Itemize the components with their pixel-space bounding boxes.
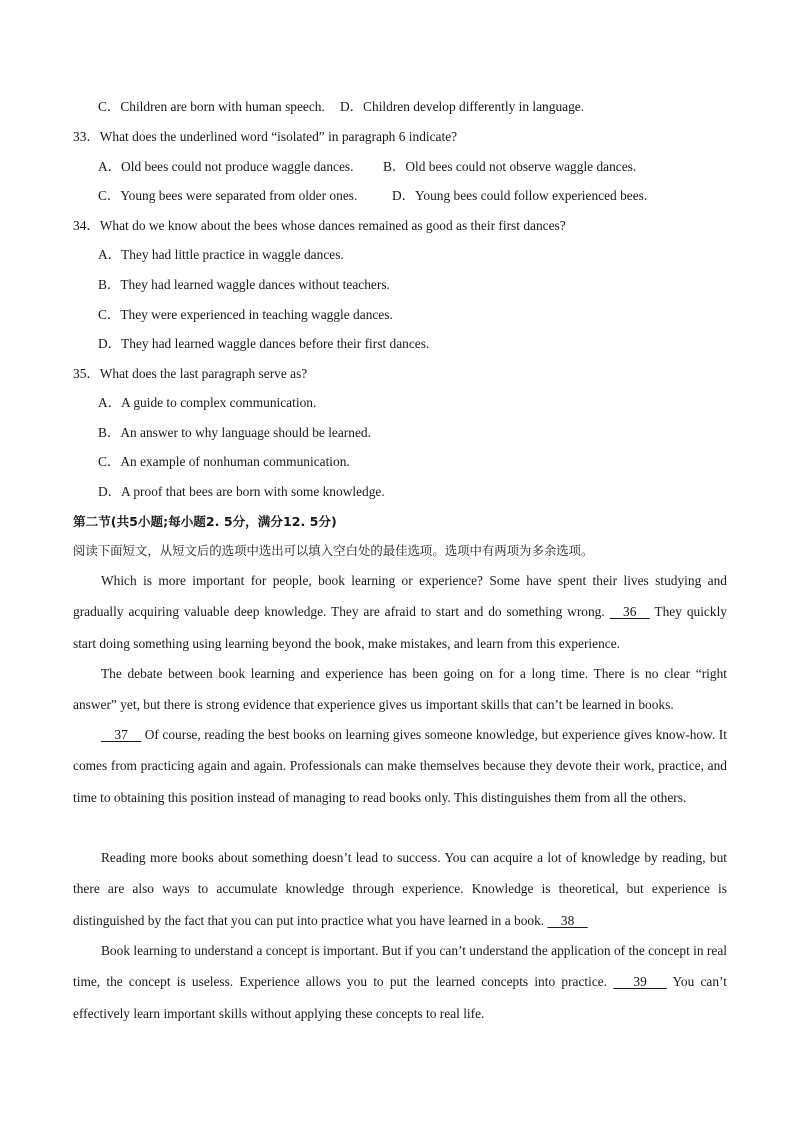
paragraph-1-text-b: They quickly start doing something using learning beyond the book, make mistakes, and learn from this experience.	[73, 604, 727, 651]
q35-stem: 35．What does the last paragraph serve as?	[73, 366, 308, 381]
q34-option-b: B．They had learned waggle dances without teachers.	[98, 277, 390, 292]
paragraph-1-text-a: Which is more important for people, book learning or experience? Some have spent their lives studying and gradually acquiring valuable deep knowledge. They are afraid to start and do something wrong.	[73, 573, 727, 620]
q34-option-a: A．They had little practice in waggle dances.	[98, 247, 344, 262]
paragraph-5-text-a: Book learning to understand a concept is important. But if you can’t understand the application of the concept in real time, the concept is useless. Experience allows you to put the learned concepts into practice.	[73, 943, 727, 990]
blank-39[interactable]: 39	[613, 974, 667, 990]
q34-option-d: D．They had learned waggle dances before their first dances.	[98, 336, 430, 351]
section-heading: 第二节(共5小题;每小题2. 5分，满分12. 5分)	[73, 514, 337, 529]
q33-option-a: A．Old bees could not produce waggle dances.	[98, 159, 354, 174]
q33-stem: 33．What does the underlined word “isolated” in paragraph 6 indicate?	[73, 129, 458, 144]
passage-paragraph-1	[73, 565, 727, 659]
q35-option-b: B．An answer to why language should be learned.	[98, 425, 371, 440]
passage-paragraph-3	[73, 719, 727, 813]
q33-option-b: B．Old bees could not observe waggle dances.	[383, 159, 637, 174]
paragraph-4-text: Reading more books about something doesn’t lead to success. You can acquire a lot of knowledge by reading, but there are also ways to accumulate knowledge through experience. Knowledge is theoretical, but experience is distinguished by the fact that you can put into practice what you have learned in a book.	[73, 850, 727, 928]
blank-36[interactable]: 36	[609, 604, 650, 620]
q34-option-c: C．They were experienced in teaching waggle dances.	[98, 307, 393, 322]
passage-paragraph-5	[73, 935, 727, 1029]
q35-option-d: D．A proof that bees are born with some knowledge.	[98, 484, 385, 499]
section-instruction: 阅读下面短文，从短文后的选项中选出可以填入空白处的最佳选项。选项中有两项为多余选项。	[73, 543, 594, 558]
paragraph-5-text-b: You can’t effectively learn important skills without applying these concepts to real life.	[73, 974, 727, 1021]
blank-38[interactable]: 38	[547, 912, 588, 928]
blank-37[interactable]: 37	[101, 727, 142, 742]
q34-stem: 34．What do we know about the bees whose dances remained as good as their first dances?	[73, 218, 566, 233]
q35-option-c: C．An example of nonhuman communication.	[98, 454, 350, 469]
q33-option-d: D．Young bees could follow experienced bees.	[392, 188, 648, 203]
q35-option-a: A．A guide to complex communication.	[98, 395, 317, 410]
passage-paragraph-4	[73, 842, 727, 936]
paragraph-3-text: Of course, reading the best books on learning gives someone knowledge, but experience gives know-how. It comes from practicing again and again. Professionals can make themselves because they devote their work, practice, and time to obtaining this position instead of managing to read books only. This distinguishes them from all the others.	[73, 727, 727, 805]
q33-option-c: C．Young bees were separated from older ones.	[98, 188, 358, 203]
q32-option-d: D．Children develop differently in language.	[340, 99, 585, 114]
q32-option-c: C．Children are born with human speech.	[98, 99, 325, 114]
passage-paragraph-2: The debate between book learning and experience has been going on for a long time. There is no clear “right answer” yet, but there is strong evidence that experience gives us important skills that can’t be learned in books.	[73, 666, 727, 713]
